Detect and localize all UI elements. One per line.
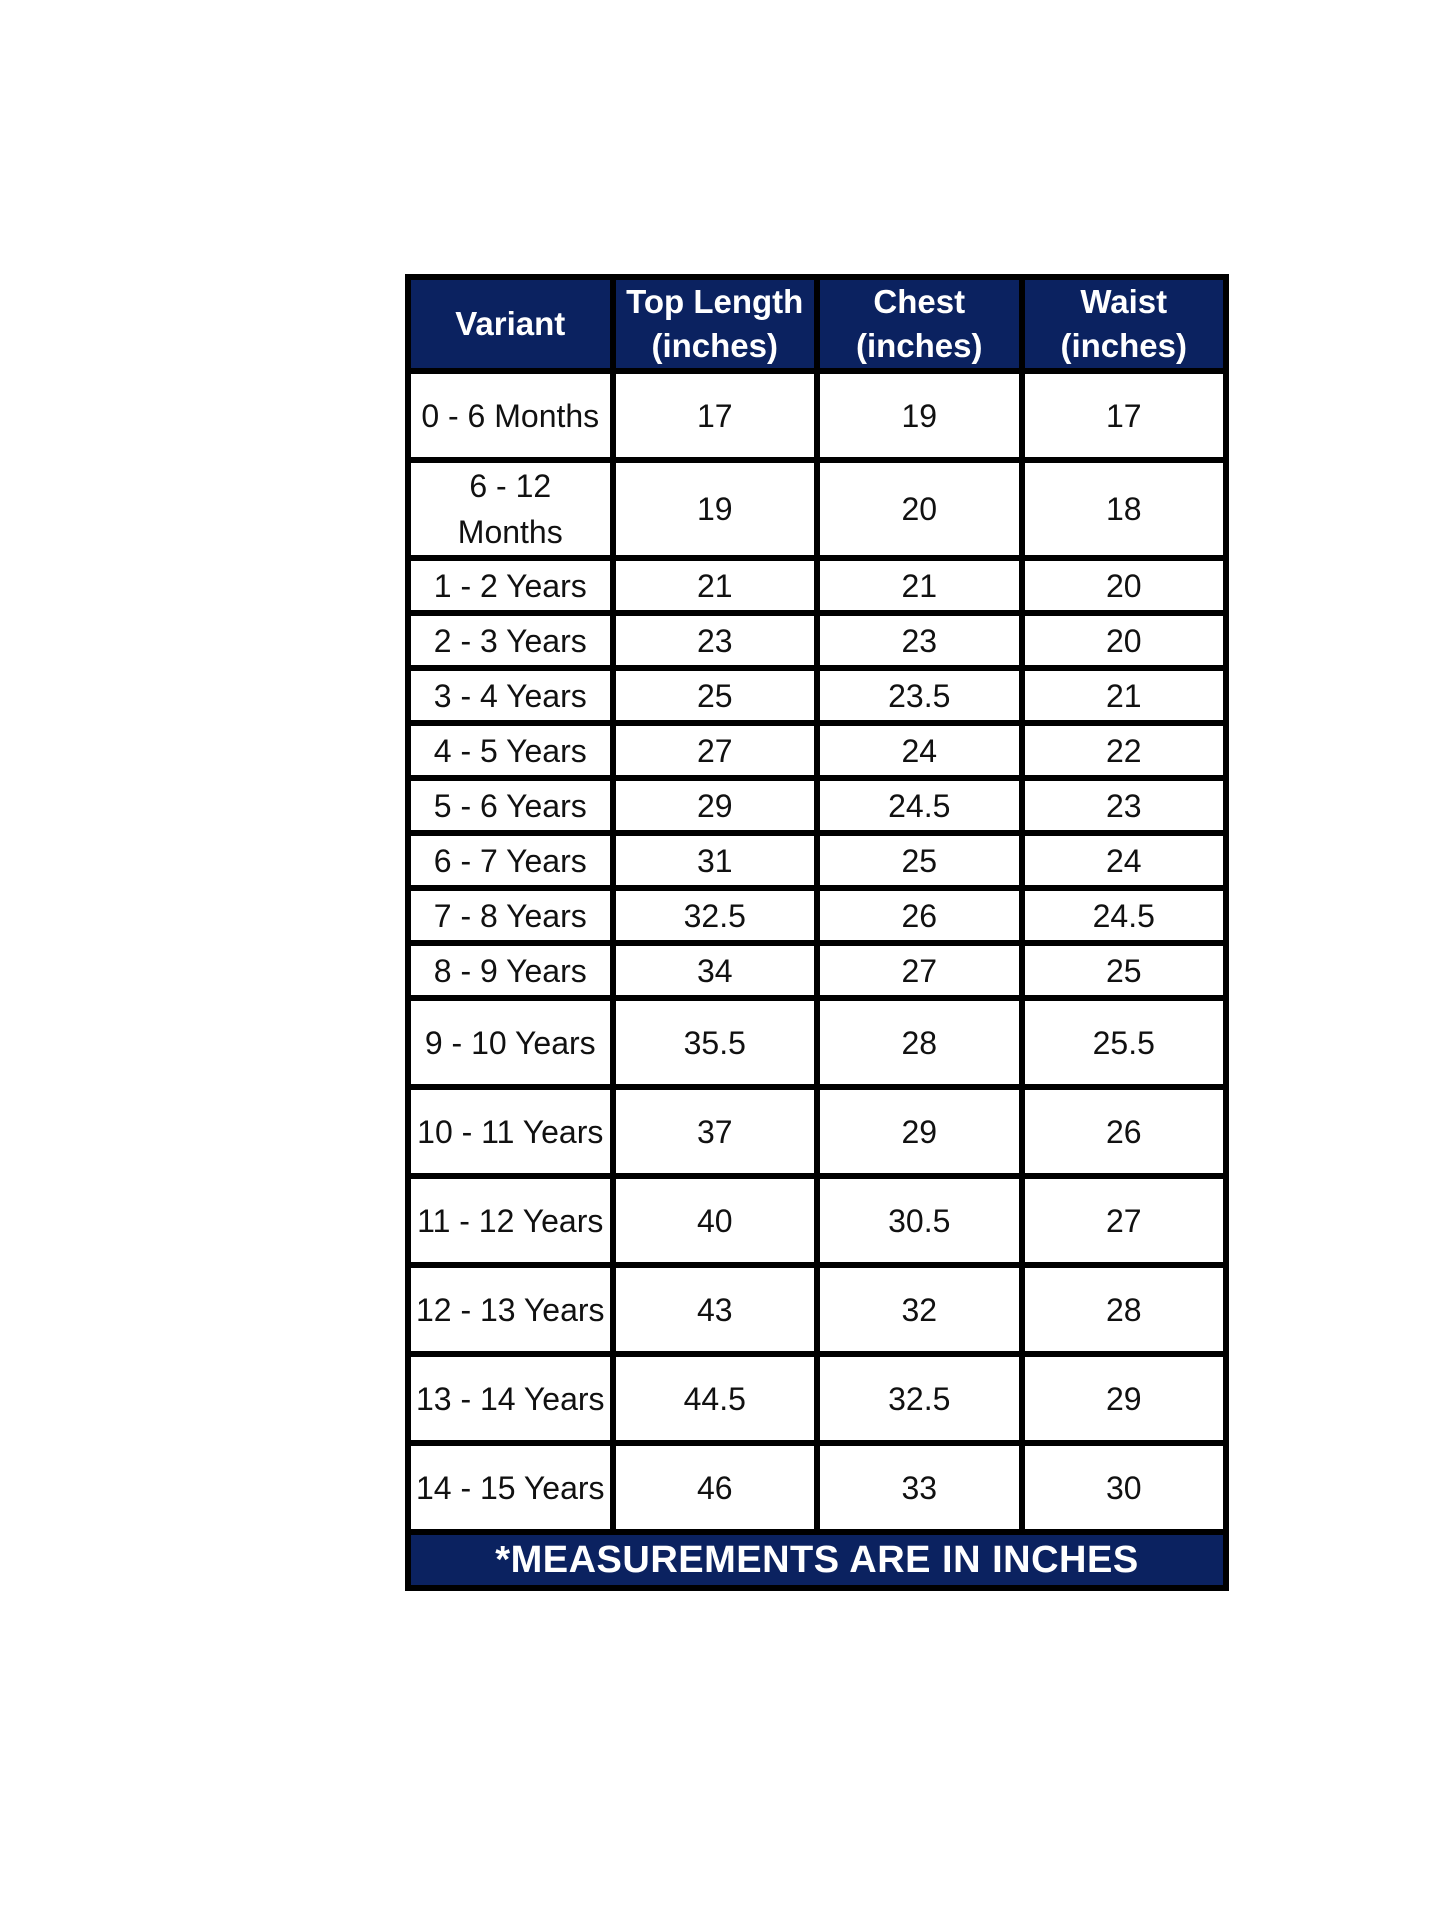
waist-cell: 21 (1022, 668, 1227, 723)
table-row (408, 558, 1226, 613)
chest-cell: 26 (817, 888, 1022, 943)
table-row (408, 833, 1226, 888)
top-length-cell: 46 (613, 1443, 818, 1532)
waist-cell: 23 (1022, 778, 1227, 833)
table-row (408, 723, 1226, 778)
chest-cell: 23 (817, 613, 1022, 668)
waist-cell: 25 (1022, 943, 1227, 998)
chest-cell: 23.5 (817, 668, 1022, 723)
chest-cell: 33 (817, 1443, 1022, 1532)
top-length-cell: 27 (613, 723, 818, 778)
chest-cell: 20 (817, 460, 1022, 558)
table-row (408, 1354, 1226, 1443)
size-chart-table (405, 274, 1229, 1591)
chest-cell: 21 (817, 558, 1022, 613)
waist-cell: 27 (1022, 1176, 1227, 1265)
table-body (408, 371, 1226, 1532)
waist-cell: 29 (1022, 1354, 1227, 1443)
top-length-cell: 23 (613, 613, 818, 668)
variant-cell: 10 - 11 Years (408, 1087, 613, 1176)
header-chest-unit: (inches) (855, 327, 983, 364)
header-waist (1022, 277, 1227, 371)
waist-cell: 17 (1022, 371, 1227, 460)
waist-cell: 26 (1022, 1087, 1227, 1176)
variant-cell: 7 - 8 Years (408, 888, 613, 943)
table-footer (408, 1532, 1226, 1588)
waist-cell: 28 (1022, 1265, 1227, 1354)
top-length-cell: 17 (613, 371, 818, 460)
chest-cell: 30.5 (817, 1176, 1022, 1265)
variant-cell: 12 - 13 Years (408, 1265, 613, 1354)
header-row (408, 277, 1226, 371)
top-length-cell: 29 (613, 778, 818, 833)
footer-row (408, 1532, 1226, 1588)
top-length-cell: 19 (613, 460, 818, 558)
variant-cell: 0 - 6 Months (408, 371, 613, 460)
chest-cell: 27 (817, 943, 1022, 998)
variant-cell: 6 - 7 Years (408, 833, 613, 888)
waist-cell: 30 (1022, 1443, 1227, 1532)
table-header (408, 277, 1226, 371)
table-row (408, 668, 1226, 723)
waist-cell: 24.5 (1022, 888, 1227, 943)
header-top-length-label: Top Length (626, 283, 804, 320)
table-row (408, 460, 1226, 558)
variant-cell: 5 - 6 Years (408, 778, 613, 833)
header-waist-unit: (inches) (1060, 327, 1188, 364)
chest-cell: 28 (817, 998, 1022, 1087)
top-length-cell: 40 (613, 1176, 818, 1265)
table-row (408, 371, 1226, 460)
variant-cell: 4 - 5 Years (408, 723, 613, 778)
waist-cell: 24 (1022, 833, 1227, 888)
table-row (408, 888, 1226, 943)
chest-cell: 24 (817, 723, 1022, 778)
top-length-cell: 34 (613, 943, 818, 998)
waist-cell: 25.5 (1022, 998, 1227, 1087)
variant-cell: 14 - 15 Years (408, 1443, 613, 1532)
header-chest-label: Chest (873, 283, 966, 320)
chest-cell: 32.5 (817, 1354, 1022, 1443)
header-top-length (613, 277, 818, 371)
table-row (408, 1265, 1226, 1354)
top-length-cell: 35.5 (613, 998, 818, 1087)
header-chest (817, 277, 1022, 371)
variant-cell: 2 - 3 Years (408, 613, 613, 668)
chest-cell: 32 (817, 1265, 1022, 1354)
table-row (408, 778, 1226, 833)
top-length-cell: 25 (613, 668, 818, 723)
variant-cell: 8 - 9 Years (408, 943, 613, 998)
top-length-cell: 37 (613, 1087, 818, 1176)
chest-cell: 29 (817, 1087, 1022, 1176)
variant-cell: 6 - 12 Months (408, 460, 613, 558)
table-row (408, 943, 1226, 998)
top-length-cell: 31 (613, 833, 818, 888)
waist-cell: 22 (1022, 723, 1227, 778)
top-length-cell: 44.5 (613, 1354, 818, 1443)
chest-cell: 25 (817, 833, 1022, 888)
waist-cell: 20 (1022, 558, 1227, 613)
variant-cell: 13 - 14 Years (408, 1354, 613, 1443)
table-row (408, 1087, 1226, 1176)
measurement-note: *MEASUREMENTS ARE IN INCHES (408, 1532, 1226, 1588)
table-row (408, 1176, 1226, 1265)
header-variant (408, 277, 613, 371)
top-length-cell: 43 (613, 1265, 818, 1354)
top-length-cell: 32.5 (613, 888, 818, 943)
top-length-cell: 21 (613, 558, 818, 613)
table-row (408, 1443, 1226, 1532)
table-row (408, 613, 1226, 668)
header-waist-label: Waist (1080, 283, 1168, 320)
header-variant-label: Variant (455, 305, 566, 342)
chest-cell: 19 (817, 371, 1022, 460)
table-row (408, 998, 1226, 1087)
variant-cell: 1 - 2 Years (408, 558, 613, 613)
header-top-length-unit: (inches) (651, 327, 779, 364)
waist-cell: 18 (1022, 460, 1227, 558)
waist-cell: 20 (1022, 613, 1227, 668)
chest-cell: 24.5 (817, 778, 1022, 833)
variant-cell: 3 - 4 Years (408, 668, 613, 723)
variant-cell: 11 - 12 Years (408, 1176, 613, 1265)
variant-cell: 9 - 10 Years (408, 998, 613, 1087)
